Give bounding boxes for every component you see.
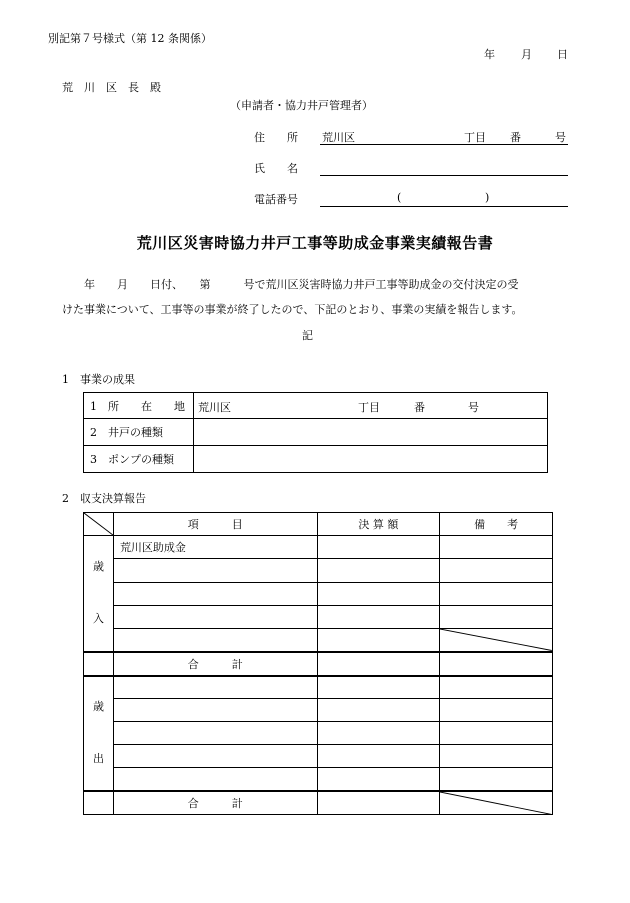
settlement-table <box>83 512 553 815</box>
expense-label-top: 歳 <box>92 700 104 713</box>
well-type-value[interactable] <box>194 419 548 446</box>
income-amount[interactable] <box>317 536 440 559</box>
location-label: 1 所 在 地 <box>84 393 194 419</box>
income-item[interactable] <box>113 606 317 629</box>
income-label <box>84 536 114 652</box>
income-label-top: 歳 <box>92 560 104 574</box>
location-ban: 番 <box>414 401 425 414</box>
table-row <box>84 559 553 583</box>
income-remarks[interactable] <box>440 583 553 606</box>
income-total-amount[interactable] <box>317 652 440 676</box>
income-item-subsidy[interactable]: 荒川区助成金 <box>113 536 317 559</box>
expense-item[interactable] <box>113 768 317 791</box>
strike-diagonal <box>440 792 552 815</box>
expense-item[interactable] <box>113 699 317 722</box>
section1-heading: 1 事業の成果 <box>62 373 135 386</box>
table-row <box>84 419 548 446</box>
date-day: 日 <box>557 48 568 61</box>
income-remarks[interactable] <box>440 536 553 559</box>
expense-label-bottom: 出 <box>92 752 104 765</box>
col-amount-header: 決 算 額 <box>317 513 440 536</box>
date-month: 月 <box>521 48 532 61</box>
well-type-label: 2 井戸の種類 <box>84 419 194 446</box>
intro-line-2: けた事業について、工事等の事業が終了したので、下記のとおり、事業の実績を報告します。 <box>62 303 523 316</box>
income-remarks[interactable] <box>440 606 553 629</box>
address-chome: 丁目 <box>464 131 486 144</box>
expense-amount[interactable] <box>317 722 440 745</box>
income-remarks[interactable] <box>440 559 553 583</box>
address-underline[interactable] <box>320 144 568 145</box>
name-underline[interactable] <box>320 175 568 176</box>
corner-diagonal <box>84 513 113 535</box>
income-label-bottom: 入 <box>92 612 104 626</box>
phone-open-paren: ( <box>397 191 402 204</box>
income-amount[interactable] <box>317 606 440 629</box>
expense-item[interactable] <box>113 676 317 699</box>
expense-total-spacer <box>84 791 114 815</box>
expense-remarks[interactable] <box>440 722 553 745</box>
table-row <box>84 699 553 722</box>
expense-amount[interactable] <box>317 745 440 768</box>
expense-amount[interactable] <box>317 768 440 791</box>
table-row <box>84 393 548 419</box>
phone-underline[interactable] <box>320 206 568 207</box>
income-amount[interactable] <box>317 629 440 652</box>
income-remarks-struck <box>440 629 553 652</box>
col-item-header: 項 目 <box>113 513 317 536</box>
document-title: 荒川区災害時協力井戸工事等助成金事業実績報告書 <box>136 234 494 252</box>
corner-cell <box>84 513 114 536</box>
table-row <box>84 652 553 676</box>
expense-remarks[interactable] <box>440 745 553 768</box>
expense-remarks[interactable] <box>440 699 553 722</box>
table-row <box>84 583 553 606</box>
table-row <box>84 606 553 629</box>
expense-total-amount[interactable] <box>317 791 440 815</box>
location-ward: 荒川区 <box>198 401 231 414</box>
location-go: 号 <box>468 401 479 414</box>
expense-remarks[interactable] <box>440 676 553 699</box>
table-row <box>84 629 553 652</box>
table-row <box>84 768 553 791</box>
income-total-spacer <box>84 652 114 676</box>
address-go: 号 <box>555 131 566 144</box>
income-total-label: 合 計 <box>113 652 317 676</box>
pump-type-label: 3 ポンプの種類 <box>84 446 194 473</box>
expense-total-remarks-struck <box>440 791 553 815</box>
section2-heading: 2 収支決算報告 <box>62 492 146 505</box>
address-ban: 番 <box>510 131 521 144</box>
table-row <box>84 536 553 559</box>
project-results-table <box>83 392 548 473</box>
phone-close-paren: ) <box>485 191 490 204</box>
form-number: 別記第７号様式（第 12 条関係） <box>48 32 212 45</box>
table-row <box>84 745 553 768</box>
phone-label: 電話番号 <box>254 193 298 206</box>
applicant-role: （申請者・協力井戸管理者） <box>230 99 373 112</box>
income-item[interactable] <box>113 629 317 652</box>
ki-label: 記 <box>302 329 313 342</box>
name-label: 氏 名 <box>254 162 298 175</box>
location-chome: 丁目 <box>358 401 380 414</box>
expense-label <box>84 676 114 791</box>
location-value[interactable] <box>194 393 548 419</box>
expense-remarks[interactable] <box>440 768 553 791</box>
table-row <box>84 676 553 699</box>
income-amount[interactable] <box>317 583 440 606</box>
income-total-remarks[interactable] <box>440 652 553 676</box>
table-row <box>84 513 553 536</box>
expense-total-label: 合 計 <box>113 791 317 815</box>
col-remarks-header: 備 考 <box>440 513 553 536</box>
address-ward: 荒川区 <box>322 131 355 144</box>
expense-item[interactable] <box>113 745 317 768</box>
expense-item[interactable] <box>113 722 317 745</box>
date-year: 年 <box>484 48 495 61</box>
addressee: 荒 川 区 長 殿 <box>62 81 161 94</box>
table-row <box>84 722 553 745</box>
table-row <box>84 446 548 473</box>
expense-amount[interactable] <box>317 676 440 699</box>
strike-diagonal <box>440 629 552 651</box>
intro-line-1: 年 月 日付、 第 号で荒川区災害時協力井戸工事等助成金の交付決定の受 <box>84 278 519 291</box>
expense-amount[interactable] <box>317 699 440 722</box>
address-label: 住 所 <box>254 131 298 144</box>
income-item[interactable] <box>113 583 317 606</box>
income-amount[interactable] <box>317 559 440 583</box>
table-row <box>84 791 553 815</box>
pump-type-value[interactable] <box>194 446 548 473</box>
income-item[interactable] <box>113 559 317 583</box>
